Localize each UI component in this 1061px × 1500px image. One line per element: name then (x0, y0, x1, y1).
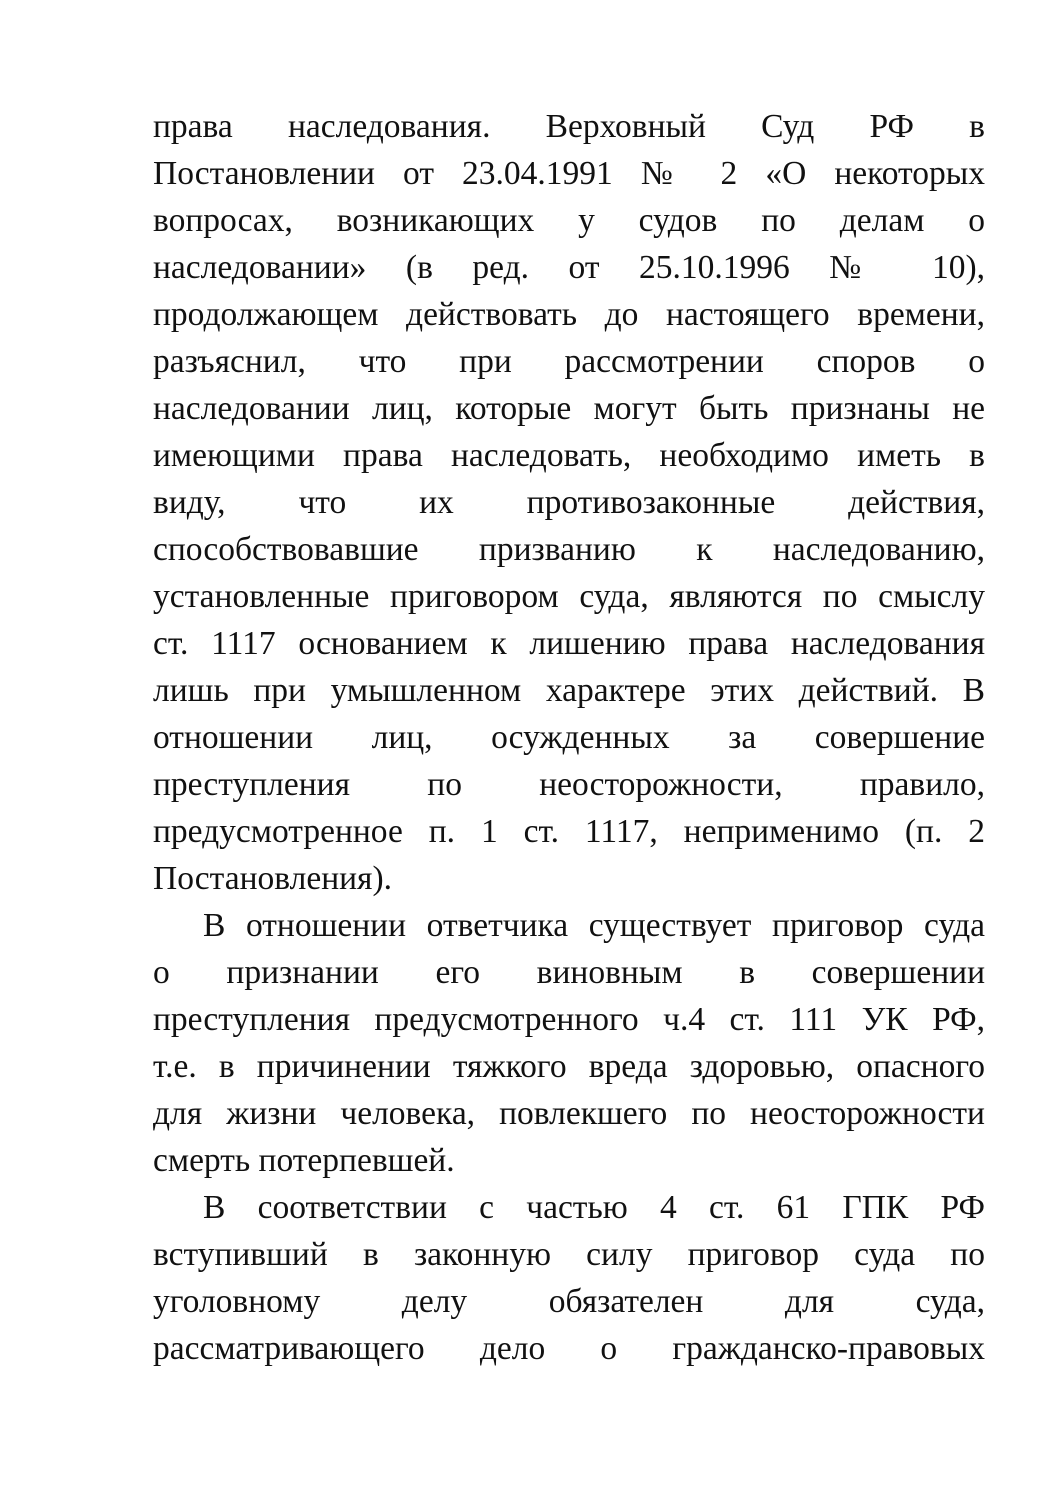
text-line: рассматривающего дело о гражданско-правовых (153, 1330, 985, 1367)
text-line: вступивший в законную силу приговор суда по (153, 1236, 985, 1273)
text-line: В соответствии с частью 4 ст. 61 ГПК РФ (203, 1189, 985, 1226)
document-page (153, 103, 985, 1372)
text-line: отношении лиц, осужденных за совершение (153, 719, 985, 756)
paragraph-1 (153, 103, 985, 902)
text-line: преступления предусмотренного ч.4 ст. 111 УК РФ, (153, 1001, 985, 1038)
text-line: смерть потерпевшей. (153, 1142, 455, 1179)
text-line: способствовавшие призванию к наследованию, (153, 531, 985, 568)
text-line: наследовании лиц, которые могут быть признаны не (153, 390, 985, 427)
text-line: вопросах, возникающих у судов по делам о (153, 202, 985, 239)
text-line: ст. 1117 основанием к лишению права наследования (153, 625, 985, 662)
text-line: т.е. в причинении тяжкого вреда здоровью, опасного (153, 1048, 985, 1085)
text-line: наследовании» (в ред. от 25.10.1996 № 10), (153, 249, 985, 286)
text-line: В отношении ответчика существует приговор суда (203, 907, 985, 944)
text-line: установленные приговором суда, являются по смыслу (153, 578, 985, 615)
text-line: Постановлении от 23.04.1991 № 2 «О некоторых (153, 155, 985, 192)
text-line: имеющими права наследовать, необходимо иметь в (153, 437, 985, 474)
text-line: права наследования. Верховный Суд РФ в (153, 108, 985, 145)
text-line: Постановления). (153, 860, 392, 897)
text-line: лишь при умышленном характере этих действий. В (153, 672, 985, 709)
text-line: о признании его виновным в совершении (153, 954, 985, 991)
text-line: предусмотренное п. 1 ст. 1117, неприменимо (п. 2 (153, 813, 985, 850)
paragraph-3 (153, 1184, 985, 1372)
text-line: для жизни человека, повлекшего по неосторожности (153, 1095, 985, 1132)
text-line: виду, что их противозаконные действия, (153, 484, 985, 521)
text-line: преступления по неосторожности, правило, (153, 766, 985, 803)
paragraph-2 (153, 902, 985, 1184)
text-line: разъяснил, что при рассмотрении споров о (153, 343, 985, 380)
text-line: уголовному делу обязателен для суда, (153, 1283, 985, 1320)
text-line: продолжающем действовать до настоящего времени, (153, 296, 985, 333)
